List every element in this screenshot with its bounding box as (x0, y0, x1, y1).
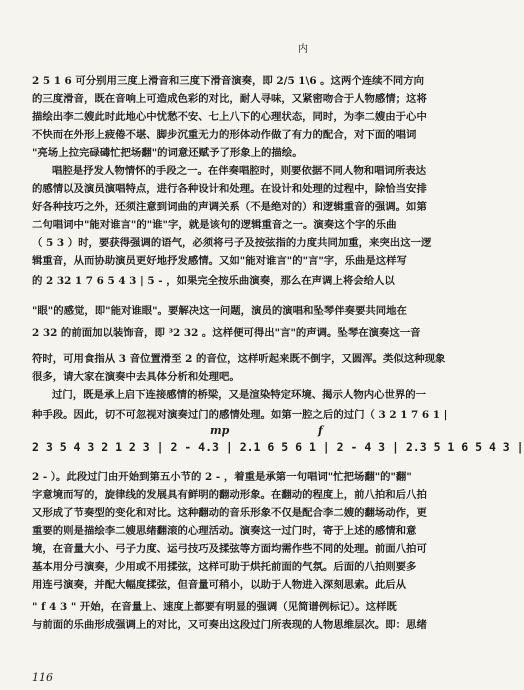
text-line-25: 基本用分弓演奏，少用或不用揉弦，这样可助于烘托前面的气氛。后面的八拍则要多 (32, 561, 417, 573)
text-line-22: 又形成了节奏型的变化和对比。这种翻动的音乐形象不仅是配合李二嫂的翻场动作，更 (32, 507, 427, 519)
text-line-28: 与前面的乐曲形成强调上的对比，又可奏出这段过门所表现的人物思维层次。即：思绪 (32, 619, 427, 631)
text-line-7: 的感情以及演员演唱特点，进行各种设计和处理。在设计和处理的过程中，除恰当安排 (32, 183, 427, 195)
text-line-18: 种手段。因此，切不可忽视对演奏过门的感情处理。如第一腔之后的过门（ 3 2 1 7 6 1 | (32, 409, 448, 421)
page-number: 116 (32, 671, 53, 684)
text-line-13: "眼"的感觉，即"能对谁眼"。要解决这一问题，演员的演唱和坠琴伴奏要共同地在 (32, 305, 407, 317)
text-line-1: 2 5 1 6 可分别用三度上滑音和三度下滑音演奏，即 2/5 1\6 。这两个连续不同方向 (32, 75, 425, 87)
text-line-12: 的 2 32 1 7 6 5 4 3 | 5 - ，如果完全按乐曲演奏，那么在声调上将会给人以 (32, 275, 395, 287)
text-line-14: 2 32 的前面加以装饰音，即 ³2 32 。这样便可得出"言"的声调。坠琴在演奏这一音 (32, 327, 421, 339)
text-line-20: 2 - ）。此段过门由开始到第五小节的 2 - ，着重是承第一句唱词"忙把场翻"的"翻" (32, 471, 412, 483)
text-line-2: 的三度滑音，既在音响上可造成色彩的对比，耐人寻味，又紧密吻合于人物感情；这将 (32, 93, 427, 105)
dynamic-mp: mp (210, 424, 230, 437)
text-line-26: 用连弓演奏，并配大幅度揉弦，但音量可稍小，以助于人物进入深刻思索。此后从 (32, 579, 407, 591)
text-line-4: 不快而在外形上疲倦不堪、脚步沉重无力的形体动作做了有力的配合，对下面的唱词 (32, 129, 417, 141)
text-line-17: 过门，既是承上启下连接感情的桥梁，又是渲染特定环境、揭示人物内心世界的一 (52, 389, 427, 401)
text-line-23: 重要的则是描绘李二嫂思绪翻滚的心理活动。演奏这一过门时，寄于上述的感情和意 (32, 525, 417, 537)
text-line-5: "亮场上拉完碌碡忙把场翻"的词意还赋予了形象上的描绘。 (32, 147, 303, 159)
text-line-8: 好各种技巧之外，还须注意到词曲的声调关系（不是绝对的）和逻辑重音的强调。如第 (32, 201, 427, 213)
text-line-16: 很多，请大家在演奏中去具体分析和处理吧。 (32, 371, 240, 383)
text-line-11: 辑重音，从而协助演员更好地抒发感情。又如"能对谁言"的"言"字，乐曲是这样写 (32, 255, 407, 267)
text-line-9: 二句唱词中"能对谁言"的"谁"字，就是该句的逻辑重音之一。演奏这个字的乐曲 (32, 219, 397, 231)
text-line-6: 唱腔是抒发人物情怀的手段之一。在伴奏唱腔时，则要依据不同人物和唱词所表达 (52, 165, 427, 177)
notation-line: 2 3 5 4 3 2 1 2 3 | 2 - 4.3 | 2.1 6 5 6 1 | 2 - 4 3 | 2.3 5 1 6 5 4 3 | (32, 440, 524, 454)
header-mark: 内 (298, 44, 308, 55)
dynamic-f: f (318, 424, 323, 437)
text-line-15: 符时，可用食指从 3 音位置滑至 2 的音位，这样听起来既不倒字，又圆浑。类似这种现象 (32, 353, 446, 365)
text-line-3: 描绘出李二嫂此时此地心中忧愁不安、七上八下的心理状态，同时，为李二嫂由于心中 (32, 111, 427, 123)
text-line-24: 境，在音量大小、弓子力度、运弓技巧及揉弦等方面均需作些不同的处理。前面八拍可 (32, 543, 427, 555)
text-line-21: 字意境而写的，旋律线的发展具有鲜明的翻动形象。在翻动的程度上，前八拍和后八拍 (32, 489, 427, 501)
text-line-27: " f 4 3 " 开始，在音量上、速度上都要有明显的强调（见简谱例标记）。这样既 (32, 601, 397, 613)
text-line-10: （ 5 3 ）时，要获得强调的语气，必须将弓子及按弦指的力度共同加重，来突出这一逻 (32, 237, 432, 249)
